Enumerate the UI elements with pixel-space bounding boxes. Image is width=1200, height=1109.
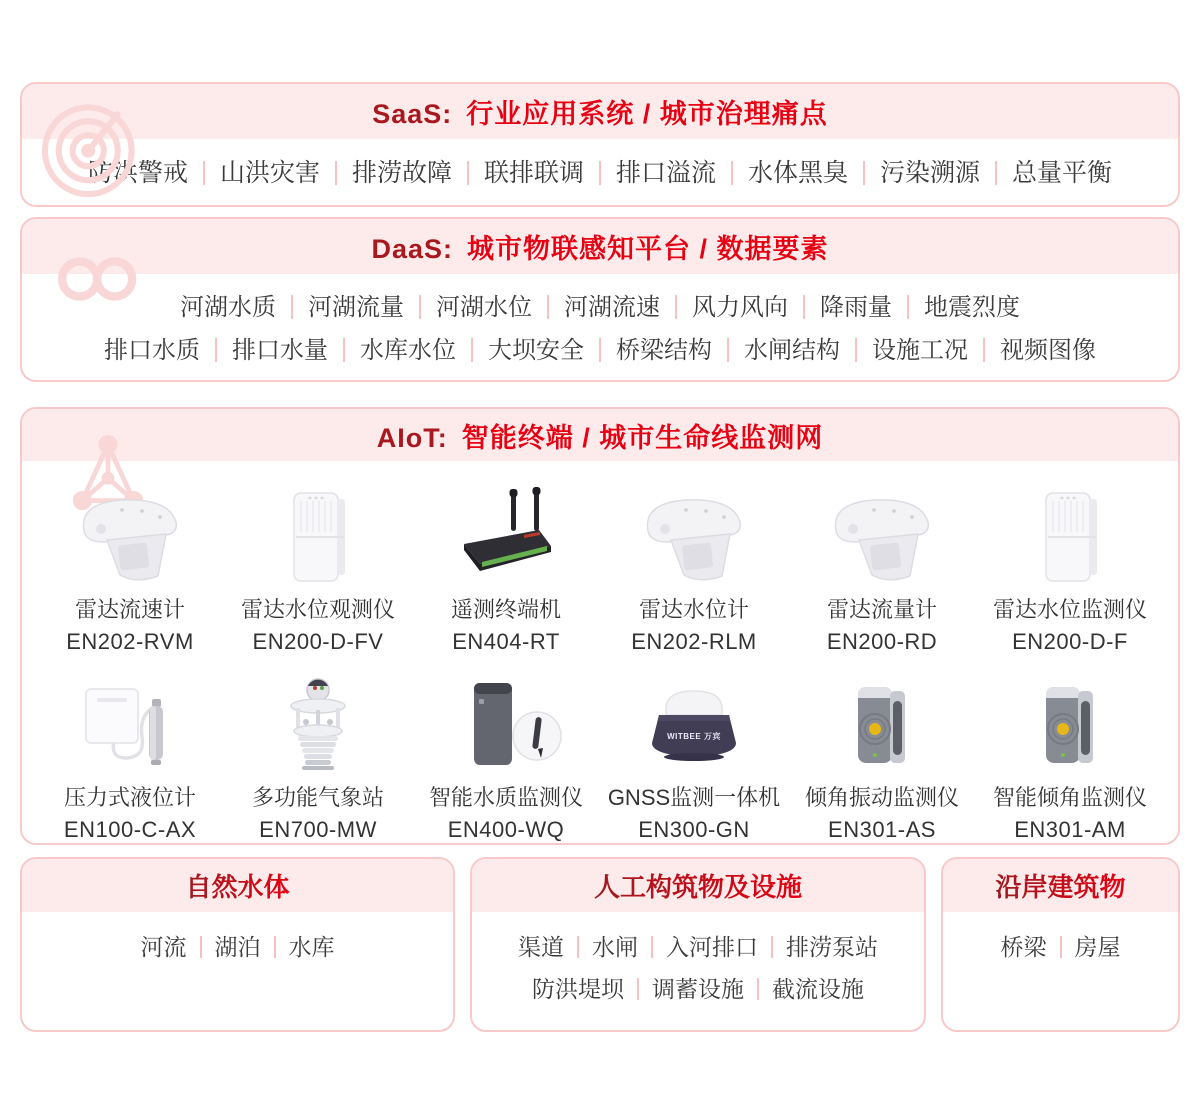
item-divider	[200, 936, 202, 958]
aiot-header	[22, 409, 1178, 461]
gnss-puck-image	[600, 673, 788, 775]
product-name: 智能水质监测仪	[428, 785, 583, 810]
aiot-title: 智能终端 / 城市生命线监测网	[461, 422, 824, 453]
product-model: EN100-C-AX	[63, 817, 197, 842]
product-model: EN300-GN	[638, 817, 750, 842]
item-divider	[343, 338, 345, 362]
product-name: 雷达水位监测仪	[992, 597, 1147, 622]
product-card	[412, 673, 600, 843]
list-item: 山洪灾害	[219, 159, 320, 187]
item-divider	[863, 161, 865, 185]
item-divider	[757, 978, 759, 1000]
white-box-image	[976, 485, 1164, 587]
list-item: 风力风向	[692, 293, 788, 321]
coastal-buildings-items	[1001, 929, 1121, 962]
product-card	[600, 485, 788, 655]
list-item: 房屋	[1074, 934, 1121, 960]
item-divider	[467, 161, 469, 185]
list-item: 湖泊	[214, 934, 261, 960]
list-item: 排口水质	[104, 337, 200, 365]
item-divider	[855, 338, 857, 362]
list-item: 河流	[140, 934, 187, 960]
coastal-buildings-card	[941, 857, 1180, 1032]
daas-body	[22, 274, 1178, 378]
coastal-buildings-title: 沿岸建筑物	[995, 867, 1125, 904]
tilt-sensor-image	[976, 673, 1164, 775]
product-name: 多功能气象站	[251, 785, 384, 810]
item-divider	[651, 936, 653, 958]
list-item: 污染溯源	[880, 159, 981, 187]
product-model: EN301-AS	[828, 817, 936, 842]
radar-sensor-image	[788, 485, 976, 587]
list-item: 设施工况	[872, 337, 968, 365]
list-item: 河湖水质	[180, 293, 276, 321]
list-item: 联排联调	[483, 159, 584, 187]
daas-title: 城市物联感知平台 / 数据要素	[467, 234, 829, 264]
list-item: 河湖水位	[436, 293, 532, 321]
list-item: 水库水位	[360, 337, 456, 365]
product-name: 智能倾角监测仪	[992, 785, 1147, 810]
radar-sensor-image	[36, 485, 224, 587]
natural-water-header	[22, 859, 453, 912]
item-divider	[727, 338, 729, 362]
item-divider	[547, 295, 549, 319]
product-name: 雷达流量计	[826, 597, 937, 622]
product-card	[224, 673, 412, 843]
product-model: EN700-MW	[259, 817, 377, 842]
item-divider	[599, 338, 601, 362]
product-model: EN400-WQ	[447, 817, 565, 842]
item-divider	[599, 161, 601, 185]
daas-items-row-2	[104, 330, 1096, 365]
list-item: 降雨量	[820, 293, 892, 321]
natural-water-body	[22, 912, 453, 962]
product-card	[788, 485, 976, 655]
list-item: 水库	[288, 934, 335, 960]
artificial-structures-title: 人工构筑物及设施	[594, 867, 802, 904]
radar-sensor-image	[600, 485, 788, 587]
saas-title: 行业应用系统 / 城市治理痛点	[466, 99, 828, 129]
item-divider	[1060, 936, 1062, 958]
saas-section	[20, 82, 1180, 207]
natural-water-items	[141, 929, 335, 962]
product-card	[976, 485, 1164, 655]
list-item: 水体黑臭	[748, 159, 849, 187]
product-model: EN200-D-F	[1012, 629, 1128, 654]
artificial-structures-items-1	[518, 929, 878, 962]
product-model: EN200-D-FV	[252, 629, 384, 654]
item-divider	[771, 936, 773, 958]
artificial-structures-header	[472, 859, 924, 912]
aiot-section	[20, 407, 1180, 845]
list-item: 渠道	[518, 934, 564, 960]
list-item: 防洪堤坝	[532, 976, 624, 1002]
list-item: 河湖流量	[308, 293, 404, 321]
item-divider	[995, 161, 997, 185]
daas-section	[20, 217, 1180, 382]
bottom-cards-row	[20, 857, 1180, 1032]
saas-header	[22, 84, 1178, 139]
product-model: EN200-RD	[826, 629, 938, 654]
list-item: 水闸结构	[744, 337, 840, 365]
product-name: 雷达水位观测仪	[240, 597, 395, 622]
product-card	[412, 485, 600, 655]
aiot-title-prefix: AIoT:	[376, 422, 448, 453]
item-divider	[731, 161, 733, 185]
list-item: 总量平衡	[1012, 159, 1113, 187]
aiot-product-row-1	[22, 485, 1178, 655]
saas-title-prefix: SaaS:	[372, 99, 453, 129]
list-item: 排涝故障	[351, 159, 452, 187]
daas-items-row-1	[180, 287, 1020, 322]
item-divider	[803, 295, 805, 319]
product-card	[36, 673, 224, 843]
list-item: 河湖流速	[564, 293, 660, 321]
daas-header	[22, 219, 1178, 274]
artificial-structures-body	[472, 912, 924, 1004]
list-item: 地震烈度	[924, 293, 1020, 321]
item-divider	[471, 338, 473, 362]
product-card	[36, 485, 224, 655]
coastal-buildings-body	[943, 912, 1178, 962]
product-card	[976, 673, 1164, 843]
product-model: EN202-RLM	[631, 629, 757, 654]
natural-water-title: 自然水体	[185, 867, 289, 904]
white-box-image	[224, 485, 412, 587]
item-divider	[675, 295, 677, 319]
aiot-product-row-2	[22, 673, 1178, 843]
list-item: 桥梁	[1000, 934, 1047, 960]
list-item: 视频图像	[1000, 337, 1096, 365]
item-divider	[274, 936, 276, 958]
product-name: 遥测终端机	[450, 597, 561, 622]
item-divider	[291, 295, 293, 319]
item-divider	[203, 161, 205, 185]
product-card	[224, 485, 412, 655]
item-divider	[419, 295, 421, 319]
daas-title-prefix: DaaS:	[371, 234, 453, 264]
saas-items-row	[88, 153, 1112, 189]
item-divider	[637, 978, 639, 1000]
list-item: 桥梁结构	[616, 337, 712, 365]
product-card	[600, 673, 788, 843]
router-image	[412, 485, 600, 587]
list-item: 防洪警戒	[87, 159, 188, 187]
tilt-sensor-image	[788, 673, 976, 775]
level-gauge-image	[36, 673, 224, 775]
list-item: 截流设施	[772, 976, 864, 1002]
weather-station-image	[224, 673, 412, 775]
product-model: EN301-AM	[1014, 817, 1126, 842]
list-item: 排口溢流	[616, 159, 717, 187]
product-name: 压力式液位计	[63, 785, 196, 810]
item-divider	[335, 161, 337, 185]
list-item: 排口水量	[232, 337, 328, 365]
item-divider	[577, 936, 579, 958]
list-item: 调蓄设施	[652, 976, 744, 1002]
product-name: 雷达水位计	[638, 597, 749, 622]
list-item: 入河排口	[666, 934, 758, 960]
natural-water-card	[20, 857, 455, 1032]
water-quality-image	[412, 673, 600, 775]
list-item: 大坝安全	[488, 337, 584, 365]
artificial-structures-items-2	[532, 971, 864, 1004]
artificial-structures-card	[470, 857, 926, 1032]
list-item: 排涝泵站	[786, 934, 878, 960]
product-model: EN404-RT	[452, 629, 560, 654]
product-name: 雷达流速计	[74, 597, 185, 622]
product-name: GNSS监测一体机	[607, 785, 781, 810]
item-divider	[215, 338, 217, 362]
item-divider	[907, 295, 909, 319]
product-badge: WITBEE 万宾	[667, 732, 721, 742]
list-item: 水闸	[592, 934, 638, 960]
saas-body	[22, 139, 1178, 203]
item-divider	[983, 338, 985, 362]
product-model: EN202-RVM	[66, 629, 194, 654]
product-name: 倾角振动监测仪	[804, 785, 959, 810]
product-card	[788, 673, 976, 843]
coastal-buildings-header	[943, 859, 1178, 912]
